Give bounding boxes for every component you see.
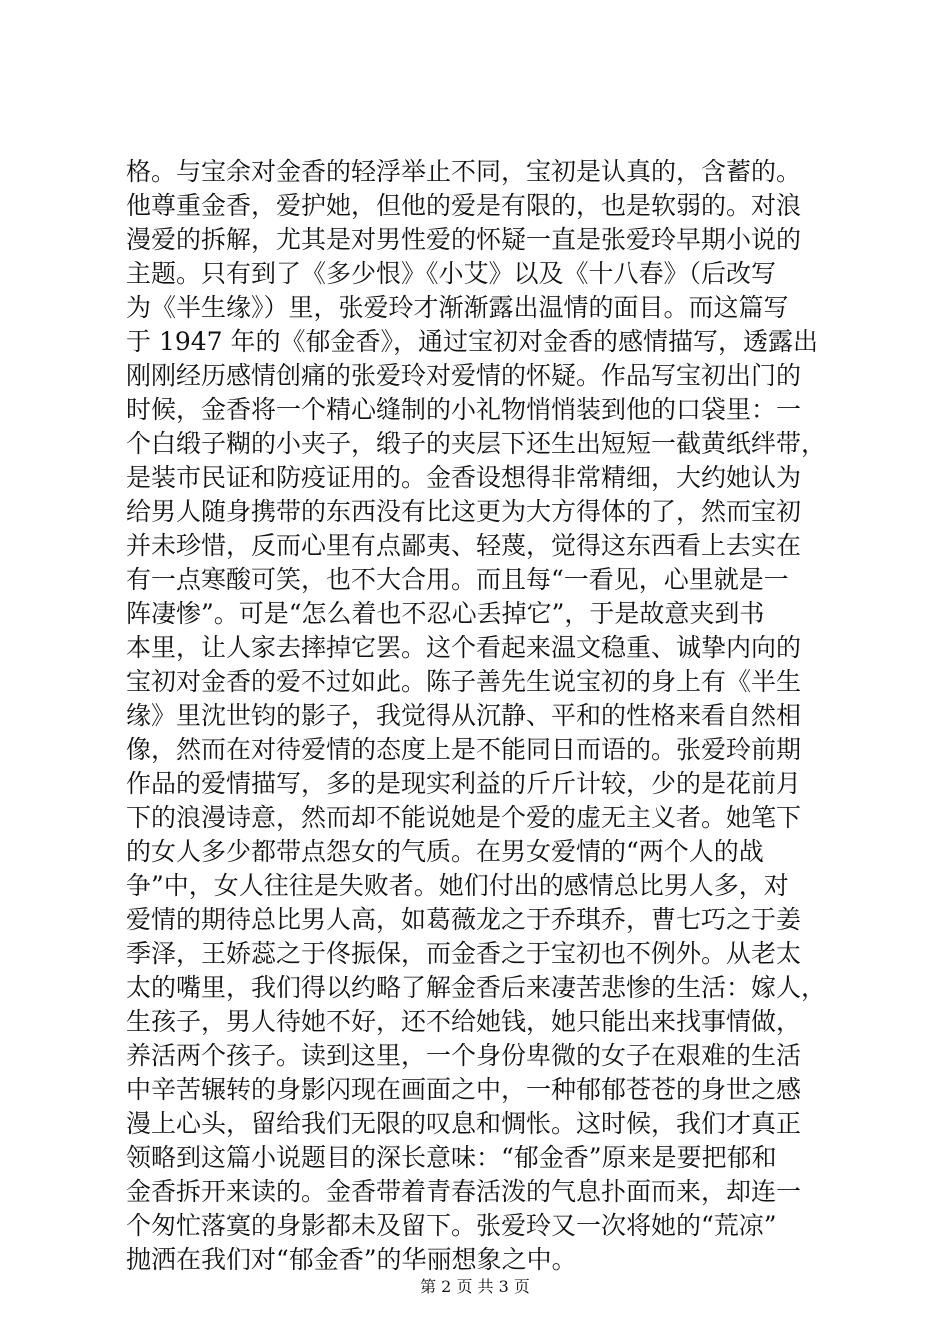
text-line: 刚刚经历感情创痛的张爱玲对爱情的怀疑。作品写宝初出门的 bbox=[126, 361, 802, 390]
text-line: 漫上心头，留给我们无限的叹息和惆怅。这时候，我们才真正 bbox=[126, 1109, 802, 1138]
text-line: 作品的爱情描写，多的是现实利益的斤斤计较，少的是花前月 bbox=[126, 769, 802, 798]
text-line: 给男人随身携带的东西没有比这更为大方得体的了，然而宝初 bbox=[126, 497, 802, 526]
text-line: 本里，让人家去摔掉它罢。这个看起来温文稳重、诚挚内向的 bbox=[126, 633, 802, 662]
text-line: 太的嘴里，我们得以约略了解金香后来凄苦悲惨的生活：嫁人， bbox=[126, 973, 827, 1002]
text-line: 并未珍惜，反而心里有点鄙夷、轻蔑，觉得这东西看上去实在 bbox=[126, 531, 802, 560]
text-line: 为《半生缘》）里，张爱玲才渐渐露出温情的面目。而这篇写 bbox=[126, 293, 789, 322]
text-line: 争”中，女人往往是失败者。她们付出的感情总比男人多，对 bbox=[126, 871, 789, 900]
text-line: 领略到这篇小说题目的深长意味：“郁金香”原来是要把郁和 bbox=[126, 1143, 777, 1172]
text-line: 格。与宝余对金香的轻浮举止不同，宝初是认真的，含蓄的。 bbox=[126, 157, 802, 186]
text-line: 缘》里沈世钧的影子，我觉得从沉静、平和的性格来看自然相 bbox=[126, 701, 802, 730]
page-footer bbox=[0, 1276, 950, 1298]
text-line: 个匆忙落寞的身影都未及留下。张爱玲又一次将她的“荒凉” bbox=[126, 1211, 777, 1240]
text-line: 有一点寒酸可笑，也不大合用。而且每“一看见，心里就是一 bbox=[126, 565, 789, 594]
text-line: 像，然而在对待爱情的态度上是不能同日而语的。张爱玲前期 bbox=[126, 735, 802, 764]
text-line: 爱情的期待总比男人高，如葛薇龙之于乔琪乔，曹七巧之于姜 bbox=[126, 905, 802, 934]
text-line: 的女人多少都带点怨女的气质。在男女爱情的“两个人的战 bbox=[126, 837, 764, 866]
text-line: 是装市民证和防疫证用的。金香设想得非常精细，大约她认为 bbox=[126, 463, 802, 492]
text-line: 个白缎子糊的小夹子，缎子的夹层下还生出短短一截黄纸绊带， bbox=[126, 429, 827, 458]
text-line: 他尊重金香，爱护她，但他的爱是有限的，也是软弱的。对浪 bbox=[126, 191, 802, 220]
text-line: 漫爱的拆解，尤其是对男性爱的怀疑一直是张爱玲早期小说的 bbox=[126, 225, 802, 254]
text-line: 金香拆开来读的。金香带着青春活泼的气息扑面而来，却连一 bbox=[126, 1177, 802, 1206]
text-line: 时候，金香将一个精心缝制的小礼物悄悄装到他的口袋里：一 bbox=[126, 395, 802, 424]
text-line: 阵凄惨”。可是“怎么着也不忍心丢掉它”，于是故意夹到书 bbox=[126, 599, 765, 628]
text-line: 宝初对金香的爱不过如此。陈子善先生说宝初的身上有《半生 bbox=[126, 667, 802, 696]
text-line: 中辛苦辗转的身影闪现在画面之中，一种郁郁苍苍的身世之感 bbox=[126, 1075, 802, 1104]
text-line: 季泽，王娇蕊之于佟振保，而金香之于宝初也不例外。从老太 bbox=[126, 939, 802, 968]
text-line: 于 1947 年的《郁金香》，通过宝初对金香的感情描写，透露出 bbox=[126, 327, 819, 356]
text-line: 抛洒在我们对“郁金香”的华丽想象之中。 bbox=[126, 1245, 577, 1274]
text-line: 主题。只有到了《多少恨》《小艾》以及《十八春》（后改写 bbox=[126, 259, 777, 288]
text-line: 下的浪漫诗意，然而却不能说她是个爱的虚无主义者。她笔下 bbox=[126, 803, 802, 832]
text-line: 养活两个孩子。读到这里，一个身份卑微的女子在艰难的生活 bbox=[126, 1041, 802, 1070]
page-number: 第 2 页 共 3 页 bbox=[420, 1277, 530, 1296]
text-line: 生孩子，男人待她不好，还不给她钱，她只能出来找事情做， bbox=[126, 1007, 802, 1036]
